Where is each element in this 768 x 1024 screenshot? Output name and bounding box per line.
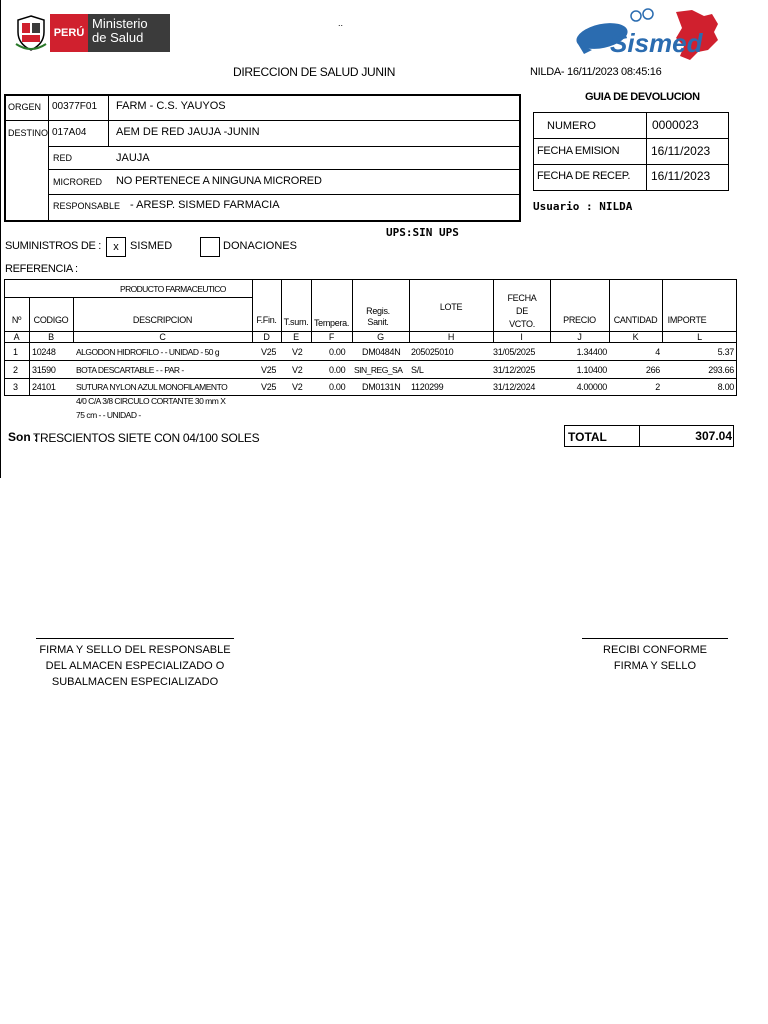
cell-lote: 205025010 [411,347,454,357]
cell-n: 1 [13,347,18,357]
destino-code: 017A04 [52,127,87,138]
divider [533,164,729,165]
cell-tsum: V2 [292,382,303,392]
fecha-recep-value: 16/11/2023 [651,169,711,183]
cell-importe: 5.37 [717,347,734,357]
cell-codigo: 10248 [32,347,56,357]
ups-label: UPS:SIN UPS [386,226,459,239]
sismed-logo-text: Sismed [610,28,703,58]
cell-temp: 0.00 [329,382,346,392]
signature-right-line1: RECIBI CONFORME [603,644,707,656]
cell-descripcion: BOTA DESCARTABLE - - PAR - [76,365,184,375]
donaciones-checkbox[interactable] [200,237,220,257]
son-label: Son : [8,430,38,444]
divider [4,378,737,379]
col-letter: D [263,332,270,342]
cell-codigo: 31590 [32,365,56,375]
col-header-precio: PRECIO [563,315,596,325]
cell-lote: 1120299 [411,382,444,392]
col-letter: K [632,332,639,342]
col-header-cantidad: CANTIDAD [613,315,658,325]
col-letter: L [697,332,702,342]
divider [4,360,737,361]
divider [646,112,647,191]
cell-codigo: 24101 [32,382,56,392]
signature-right-block [582,642,728,674]
cell-ffin: V25 [261,365,277,375]
cell-temp: 0.00 [329,365,346,375]
suministros-label: SUMINISTROS DE : [5,240,102,252]
col-header-vcto: FECHA DE VCTO. [507,293,537,329]
divider [48,146,521,147]
ministerio-logo-band [88,14,170,52]
signature-right-line2: FIRMA Y SELLO [613,660,697,672]
peru-coat-of-arms-icon [14,14,48,52]
divider [4,342,737,343]
col-letter: G [377,332,384,342]
cell-precio: 1.34400 [576,347,607,357]
col-letter: J [577,332,582,342]
usuario-label: Usuario : NILDA [533,200,633,213]
col-header-lote: LOTE [439,302,463,312]
signature-left-block [20,642,250,690]
cell-tsum: V2 [292,347,303,357]
logo-ministerio-text: Ministerio [92,16,148,31]
orgen-label: ORGEN [8,102,42,112]
cell-cantidad: 266 [645,365,660,375]
cell-importe: 293.66 [708,365,734,375]
signature-left-line2: DEL ALMACEN ESPECIALIZADO O [45,660,225,672]
signature-left-line3: SUBALMACEN ESPECIALIZADO [51,676,219,688]
cell-importe: 8.00 [717,382,734,392]
cell-n: 3 [13,382,18,392]
page-left-border [0,0,1,478]
col-letter: F [328,332,335,342]
guia-title: GUIA DE DEVOLUCION [585,91,700,103]
divider [4,120,521,121]
cell-ffin: V25 [261,347,277,357]
cell-vcto: 31/05/2025 [493,347,536,357]
cell-descripcion: ALGODON HIDROFILO - - UNIDAD - 50 g [76,347,220,357]
responsable-value: - ARESP. SISMED FARMACIA [130,199,280,211]
divider [4,297,252,298]
microred-label: MICRORED [53,177,102,187]
peru-logo-band [50,14,88,52]
signature-line-left [36,638,234,639]
cell-lote: S/L [411,365,424,375]
sismed-logo [572,6,722,64]
cell-precio: 1.10400 [576,365,607,375]
red-label: RED [53,153,73,163]
col-header-ffin: F.Fin. [256,315,277,325]
col-header-importe: IMPORTE [667,315,707,325]
direccion-title: DIRECCION DE SALUD JUNIN [233,65,396,79]
col-letter: E [293,332,299,342]
col-letter: I [520,332,523,342]
table-group-header: PRODUCTO FARMACEUTICO [120,284,226,294]
cell-vcto: 31/12/2025 [493,365,536,375]
fecha-recep-label: FECHA DE RECEP. [537,170,631,182]
cell-vcto: 31/12/2024 [493,382,536,392]
cell-descripcion-line3: 75 cm - - UNIDAD - [76,410,141,420]
divider [48,169,521,170]
donaciones-checkbox-label: DONACIONES [223,240,297,252]
orgen-name: FARM - C.S. YAUYOS [116,100,226,112]
divider [48,194,521,195]
cell-regis: DM0131N [362,382,401,392]
sismed-checkbox-label: SISMED [130,240,173,252]
signature-left-line1: FIRMA Y SELLO DEL RESPONSABLE [39,644,231,656]
col-header-tempera: Tempera. [313,318,350,328]
referencia-label: REFERENCIA : [5,263,78,275]
numero-value: 0000023 [652,118,699,132]
col-header-descripcion: DESCRIPCION [132,315,193,325]
cell-precio: 4.00000 [576,382,607,392]
col-header-n: Nº [11,315,22,325]
col-letter: H [447,332,455,342]
cell-cantidad: 2 [655,382,660,392]
cell-regis: SIN_REG_SA [354,365,403,375]
fecha-emision-label: FECHA EMISION [537,145,620,157]
col-letter: B [48,332,54,342]
fecha-emision-value: 16/11/2023 [651,144,711,158]
col-letter: A [13,332,20,342]
cell-tsum: V2 [292,365,303,375]
destino-name: AEM DE RED JAUJA -JUNIN [116,126,260,138]
cell-regis: DM0484N [362,347,401,357]
cell-descripcion-line2: 4/0 C/A 3/8 CIRCULO CORTANTE 30 mm X [76,396,226,406]
cell-ffin: V25 [261,382,277,392]
cell-n: 2 [13,365,18,375]
orgen-code: 00377F01 [52,101,98,112]
col-header-codigo: CODIGO [33,315,69,325]
divider [48,94,49,222]
destino-label: DESTINO [8,128,49,138]
microred-value: NO PERTENECE A NINGUNA MICRORED [116,175,322,187]
total-label: TOTAL [568,430,607,444]
divider [639,425,640,447]
numero-label: NUMERO [547,120,596,132]
col-header-regis: Regis. Sanit. [366,306,390,327]
logo-peru-text: PERÚ [53,27,85,39]
responsable-label: RESPONSABLE [53,201,121,211]
cell-temp: 0.00 [329,347,346,357]
divider [108,94,109,146]
header-dots: .. [338,18,344,28]
cell-descripcion: SUTURA NYLON AZUL MONOFILAMENTO [76,382,228,392]
divider [533,138,729,139]
col-letter: C [159,332,166,342]
sismed-checkbox[interactable]: x [106,237,126,257]
red-value: JAUJA [116,152,150,164]
cell-cantidad: 4 [655,347,660,357]
logo-salud-text: de Salud [92,30,144,45]
divider [29,297,30,396]
user-datetime: NILDA- 16/11/2023 08:45:16 [530,66,662,78]
col-header-tsum: T.sum. [283,317,309,327]
son-amount-text: TRESCIENTOS SIETE CON 04/100 SOLES [33,431,260,445]
total-value: 307.04 [695,429,732,443]
signature-line-right [582,638,728,639]
